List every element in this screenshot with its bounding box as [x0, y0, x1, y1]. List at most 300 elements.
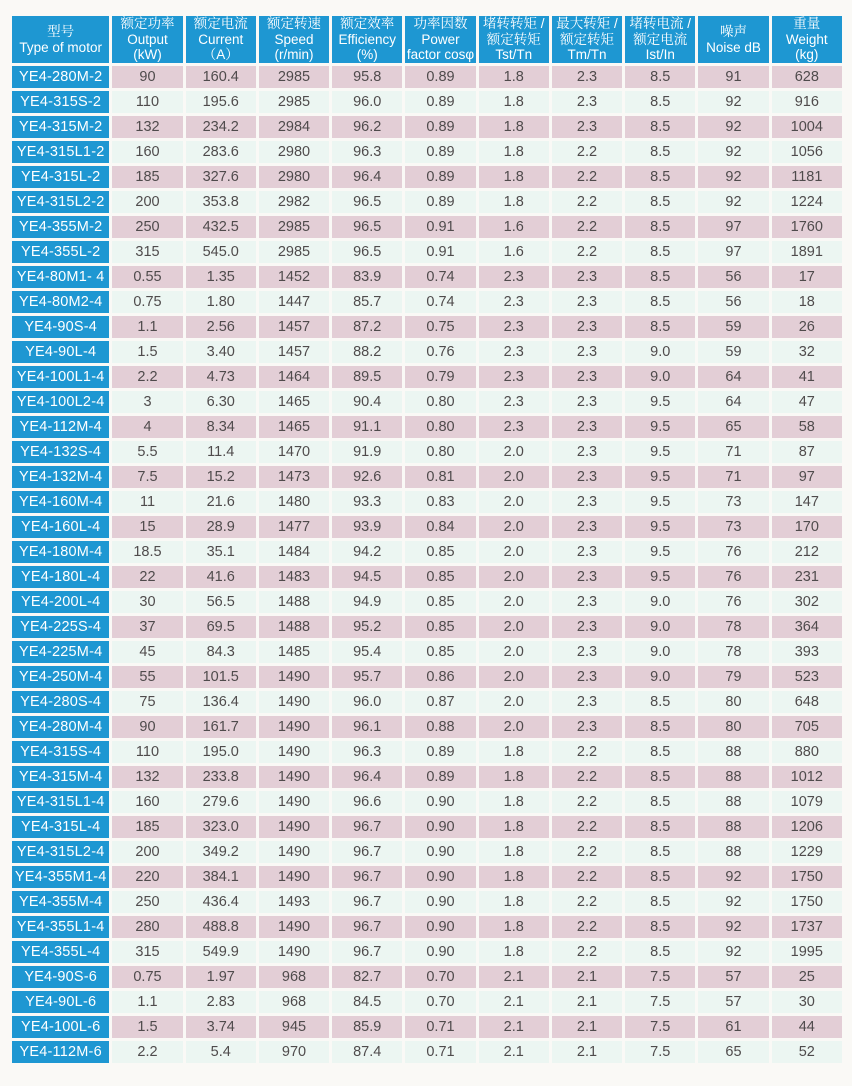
column-header — [625, 16, 695, 63]
spec-value-cell: 880 — [772, 741, 842, 763]
spec-value-cell: 1490 — [259, 841, 329, 863]
spec-value-cell: 2.2 — [552, 916, 622, 938]
spec-value-cell: 110 — [112, 741, 182, 763]
spec-value-cell: 0.55 — [112, 266, 182, 288]
spec-value-cell: 73 — [698, 516, 768, 538]
spec-value-cell: 56.5 — [186, 591, 256, 613]
spec-value-cell: 1490 — [259, 741, 329, 763]
spec-value-cell: 5.5 — [112, 441, 182, 463]
spec-value-cell: 1490 — [259, 766, 329, 788]
motor-model-cell: YE4-200L-4 — [12, 591, 109, 613]
spec-value-cell: 96.7 — [332, 866, 402, 888]
spec-value-cell: 8.5 — [625, 916, 695, 938]
spec-value-cell: 2.3 — [552, 291, 622, 313]
spec-value-cell: 9.0 — [625, 666, 695, 688]
spec-value-cell: 0.90 — [405, 816, 475, 838]
spec-value-cell: 1760 — [772, 216, 842, 238]
column-header-line: Ist/In — [645, 47, 675, 63]
spec-value-cell: 1480 — [259, 491, 329, 513]
spec-value-cell: 69.5 — [186, 616, 256, 638]
spec-value-cell: 1490 — [259, 691, 329, 713]
spec-value-cell: 2.3 — [552, 391, 622, 413]
spec-value-cell: 85.7 — [332, 291, 402, 313]
spec-value-cell: 3.40 — [186, 341, 256, 363]
spec-value-cell: 160.4 — [186, 66, 256, 88]
spec-value-cell: 2.3 — [552, 616, 622, 638]
motor-model-cell: YE4-100L1-4 — [12, 366, 109, 388]
spec-value-cell: 32 — [772, 341, 842, 363]
spec-value-cell: 968 — [259, 966, 329, 988]
spec-value-cell: 56 — [698, 266, 768, 288]
spec-value-cell: 92 — [698, 116, 768, 138]
spec-value-cell: 83.9 — [332, 266, 402, 288]
spec-value-cell: 549.9 — [186, 941, 256, 963]
table-row — [12, 866, 842, 888]
spec-value-cell: 147 — [772, 491, 842, 513]
spec-value-cell: 2985 — [259, 216, 329, 238]
motor-model-cell: YE4-280S-4 — [12, 691, 109, 713]
spec-value-cell: 87.4 — [332, 1041, 402, 1063]
spec-value-cell: 8.5 — [625, 766, 695, 788]
spec-value-cell: 96.0 — [332, 691, 402, 713]
spec-value-cell: 96.7 — [332, 816, 402, 838]
spec-value-cell: 2.83 — [186, 991, 256, 1013]
spec-value-cell: 4.73 — [186, 366, 256, 388]
spec-value-cell: 1483 — [259, 566, 329, 588]
spec-value-cell: 2.3 — [552, 316, 622, 338]
spec-value-cell: 8.5 — [625, 866, 695, 888]
spec-value-cell: 84.5 — [332, 991, 402, 1013]
table-row — [12, 191, 842, 213]
spec-value-cell: 2.3 — [552, 366, 622, 388]
spec-value-cell: 0.84 — [405, 516, 475, 538]
spec-value-cell: 0.85 — [405, 616, 475, 638]
spec-value-cell: 8.5 — [625, 216, 695, 238]
spec-value-cell: 916 — [772, 91, 842, 113]
spec-value-cell: 96.2 — [332, 116, 402, 138]
spec-value-cell: 2.2 — [552, 241, 622, 263]
spec-value-cell: 92 — [698, 191, 768, 213]
table-row — [12, 741, 842, 763]
column-header-line: Power — [421, 31, 460, 47]
spec-value-cell: 2.2 — [112, 366, 182, 388]
column-header-line: Efficiency — [338, 31, 396, 47]
spec-value-cell: 1.8 — [479, 166, 549, 188]
spec-value-cell: 96.5 — [332, 216, 402, 238]
spec-value-cell: 0.80 — [405, 416, 475, 438]
spec-value-cell: 1473 — [259, 466, 329, 488]
spec-value-cell: 84.3 — [186, 641, 256, 663]
table-row — [12, 416, 842, 438]
spec-value-cell: 110 — [112, 91, 182, 113]
spec-value-cell: 0.80 — [405, 441, 475, 463]
spec-value-cell: 28.9 — [186, 516, 256, 538]
spec-value-cell: 9.5 — [625, 516, 695, 538]
spec-value-cell: 2.3 — [479, 391, 549, 413]
spec-value-cell: 0.86 — [405, 666, 475, 688]
column-header-line: factor cosφ — [406, 47, 475, 63]
spec-value-cell: 92.6 — [332, 466, 402, 488]
spec-value-cell: 2.3 — [552, 491, 622, 513]
table-row — [12, 566, 842, 588]
spec-value-cell: 2.1 — [479, 991, 549, 1013]
column-header-line: Output — [127, 31, 168, 47]
spec-value-cell: 0.89 — [405, 116, 475, 138]
table-row — [12, 141, 842, 163]
spec-value-cell: 6.30 — [186, 391, 256, 413]
table-row — [12, 816, 842, 838]
spec-value-cell: 57 — [698, 991, 768, 1013]
motor-model-cell: YE4-100L-6 — [12, 1016, 109, 1038]
spec-value-cell: 2.3 — [552, 666, 622, 688]
spec-value-cell: 88 — [698, 841, 768, 863]
spec-value-cell: 2985 — [259, 91, 329, 113]
spec-value-cell: 96.7 — [332, 941, 402, 963]
column-header-line: 重量 — [793, 16, 821, 32]
spec-value-cell: 8.5 — [625, 891, 695, 913]
spec-value-cell: 2.0 — [479, 591, 549, 613]
table-row — [12, 241, 842, 263]
spec-value-cell: 2.1 — [552, 1041, 622, 1063]
spec-value-cell: 132 — [112, 116, 182, 138]
spec-value-cell: 45 — [112, 641, 182, 663]
spec-value-cell: 91.1 — [332, 416, 402, 438]
spec-value-cell: 170 — [772, 516, 842, 538]
motor-model-cell: YE4-250M-4 — [12, 666, 109, 688]
spec-value-cell: 21.6 — [186, 491, 256, 513]
table-row — [12, 941, 842, 963]
spec-value-cell: 2.3 — [552, 516, 622, 538]
spec-value-cell: 2.2 — [552, 766, 622, 788]
spec-value-cell: 8.5 — [625, 816, 695, 838]
spec-value-cell: 1465 — [259, 416, 329, 438]
spec-value-cell: 2.3 — [479, 341, 549, 363]
spec-value-cell: 1.8 — [479, 141, 549, 163]
spec-value-cell: 1.5 — [112, 341, 182, 363]
spec-value-cell: 9.0 — [625, 616, 695, 638]
spec-value-cell: 65 — [698, 416, 768, 438]
spec-value-cell: 0.74 — [405, 291, 475, 313]
spec-value-cell: 2.3 — [552, 416, 622, 438]
spec-value-cell: 315 — [112, 941, 182, 963]
spec-value-cell: 65 — [698, 1041, 768, 1063]
table-row — [12, 366, 842, 388]
spec-value-cell: 25 — [772, 966, 842, 988]
spec-value-cell: 88 — [698, 816, 768, 838]
spec-value-cell: 2.3 — [552, 466, 622, 488]
spec-value-cell: 15 — [112, 516, 182, 538]
table-header — [12, 16, 842, 63]
motor-model-cell: YE4-315L2-4 — [12, 841, 109, 863]
column-header — [552, 16, 622, 63]
table-row — [12, 616, 842, 638]
spec-value-cell: 0.89 — [405, 91, 475, 113]
spec-value-cell: 436.4 — [186, 891, 256, 913]
motor-model-cell: YE4-90L-6 — [12, 991, 109, 1013]
motor-model-cell: YE4-355M1-4 — [12, 866, 109, 888]
spec-value-cell: 2.3 — [552, 66, 622, 88]
spec-value-cell: 2.3 — [479, 266, 549, 288]
spec-value-cell: 88.2 — [332, 341, 402, 363]
spec-value-cell: 2.1 — [479, 1016, 549, 1038]
spec-value-cell: 0.90 — [405, 891, 475, 913]
spec-value-cell: 523 — [772, 666, 842, 688]
spec-value-cell: 0.89 — [405, 766, 475, 788]
spec-value-cell: 8.5 — [625, 841, 695, 863]
spec-value-cell: 90 — [112, 66, 182, 88]
spec-value-cell: 1.80 — [186, 291, 256, 313]
table-row — [12, 666, 842, 688]
spec-value-cell: 95.8 — [332, 66, 402, 88]
spec-value-cell: 8.5 — [625, 941, 695, 963]
spec-value-cell: 80 — [698, 691, 768, 713]
spec-value-cell: 95.2 — [332, 616, 402, 638]
table-row — [12, 716, 842, 738]
spec-value-cell: 0.89 — [405, 191, 475, 213]
column-header-line: Noise dB — [706, 39, 761, 55]
table-row — [12, 891, 842, 913]
spec-value-cell: 1.8 — [479, 766, 549, 788]
spec-value-cell: 2.3 — [552, 541, 622, 563]
spec-value-cell: 88 — [698, 791, 768, 813]
spec-value-cell: 161.7 — [186, 716, 256, 738]
spec-value-cell: 384.1 — [186, 866, 256, 888]
spec-value-cell: 0.89 — [405, 141, 475, 163]
column-header — [332, 16, 402, 63]
spec-value-cell: 2984 — [259, 116, 329, 138]
spec-value-cell: 9.5 — [625, 566, 695, 588]
spec-value-cell: 1470 — [259, 441, 329, 463]
table-body — [12, 66, 842, 1063]
spec-value-cell: 2.1 — [552, 991, 622, 1013]
spec-value-cell: 349.2 — [186, 841, 256, 863]
motor-model-cell: YE4-315M-2 — [12, 116, 109, 138]
table-row — [12, 391, 842, 413]
spec-value-cell: 30 — [112, 591, 182, 613]
table-row — [12, 91, 842, 113]
spec-value-cell: 1.8 — [479, 66, 549, 88]
spec-value-cell: 57 — [698, 966, 768, 988]
motor-model-cell: YE4-80M2-4 — [12, 291, 109, 313]
column-header-line: Tm/Tn — [567, 47, 607, 63]
spec-value-cell: 0.74 — [405, 266, 475, 288]
spec-value-cell: 96.3 — [332, 741, 402, 763]
spec-value-cell: 93.9 — [332, 516, 402, 538]
spec-value-cell: 2.3 — [479, 291, 549, 313]
spec-value-cell: 8.5 — [625, 141, 695, 163]
spec-value-cell: 2980 — [259, 141, 329, 163]
spec-value-cell: 2.3 — [479, 316, 549, 338]
spec-value-cell: 0.71 — [405, 1041, 475, 1063]
spec-value-cell: 96.7 — [332, 841, 402, 863]
spec-value-cell: 2.2 — [552, 191, 622, 213]
spec-value-cell: 2.0 — [479, 541, 549, 563]
spec-value-cell: 0.89 — [405, 741, 475, 763]
spec-value-cell: 88 — [698, 766, 768, 788]
spec-value-cell: 0.90 — [405, 866, 475, 888]
column-header — [479, 16, 549, 63]
spec-value-cell: 0.89 — [405, 166, 475, 188]
spec-value-cell: 1490 — [259, 816, 329, 838]
spec-value-cell: 9.5 — [625, 391, 695, 413]
spec-value-cell: 1484 — [259, 541, 329, 563]
spec-value-cell: 2.2 — [552, 791, 622, 813]
motor-model-cell: YE4-280M-4 — [12, 716, 109, 738]
motor-spec-table — [9, 13, 845, 1066]
spec-value-cell: 1452 — [259, 266, 329, 288]
spec-value-cell: 95.4 — [332, 641, 402, 663]
spec-value-cell: 59 — [698, 341, 768, 363]
motor-model-cell: YE4-315L-2 — [12, 166, 109, 188]
column-header-line: 堵转电流 / — [629, 16, 691, 32]
spec-value-cell: 231 — [772, 566, 842, 588]
spec-value-cell: 1490 — [259, 716, 329, 738]
spec-value-cell: 1229 — [772, 841, 842, 863]
motor-model-cell: YE4-160L-4 — [12, 516, 109, 538]
spec-value-cell: 2.0 — [479, 691, 549, 713]
spec-value-cell: 0.81 — [405, 466, 475, 488]
motor-model-cell: YE4-315M-4 — [12, 766, 109, 788]
spec-value-cell: 2.2 — [552, 841, 622, 863]
spec-value-cell: 2.3 — [552, 591, 622, 613]
spec-value-cell: 95.7 — [332, 666, 402, 688]
spec-value-cell: 89.5 — [332, 366, 402, 388]
spec-value-cell: 1.8 — [479, 816, 549, 838]
motor-model-cell: YE4-225M-4 — [12, 641, 109, 663]
spec-value-cell: 432.5 — [186, 216, 256, 238]
table-row — [12, 1016, 842, 1038]
spec-value-cell: 96.6 — [332, 791, 402, 813]
spec-value-cell: 0.90 — [405, 941, 475, 963]
spec-value-cell: 1.8 — [479, 191, 549, 213]
spec-value-cell: 11.4 — [186, 441, 256, 463]
spec-value-cell: 2.3 — [552, 641, 622, 663]
spec-value-cell: 1.8 — [479, 941, 549, 963]
spec-value-cell: 0.85 — [405, 566, 475, 588]
spec-value-cell: 1.8 — [479, 116, 549, 138]
spec-value-cell: 41.6 — [186, 566, 256, 588]
column-header — [12, 16, 109, 63]
spec-value-cell: 73 — [698, 491, 768, 513]
table-row — [12, 116, 842, 138]
column-header-line: Weight — [785, 31, 828, 47]
spec-value-cell: 280 — [112, 916, 182, 938]
spec-value-cell: 101.5 — [186, 666, 256, 688]
spec-value-cell: 85.9 — [332, 1016, 402, 1038]
spec-value-cell: 1181 — [772, 166, 842, 188]
spec-value-cell: 302 — [772, 591, 842, 613]
column-header — [698, 16, 768, 63]
spec-value-cell: 0.75 — [112, 291, 182, 313]
spec-value-cell: 56 — [698, 291, 768, 313]
column-header-line: 噪声 — [719, 24, 747, 40]
spec-value-cell: 1079 — [772, 791, 842, 813]
table-row — [12, 491, 842, 513]
table-row — [12, 1041, 842, 1063]
spec-value-cell: 97 — [772, 466, 842, 488]
spec-value-cell: 78 — [698, 641, 768, 663]
spec-value-cell: 88 — [698, 741, 768, 763]
spec-value-cell: 628 — [772, 66, 842, 88]
spec-value-cell: 1224 — [772, 191, 842, 213]
column-header-line: 额定效率 — [340, 16, 395, 32]
spec-value-cell: 234.2 — [186, 116, 256, 138]
table-row — [12, 516, 842, 538]
motor-model-cell: YE4-355M-2 — [12, 216, 109, 238]
spec-value-cell: 7.5 — [112, 466, 182, 488]
motor-model-cell: YE4-80M1- 4 — [12, 266, 109, 288]
spec-value-cell: 18 — [772, 291, 842, 313]
motor-model-cell: YE4-180M-4 — [12, 541, 109, 563]
spec-value-cell: 0.89 — [405, 66, 475, 88]
spec-value-cell: 9.5 — [625, 441, 695, 463]
spec-value-cell: 0.90 — [405, 791, 475, 813]
column-header-line: （A） — [202, 47, 239, 63]
motor-model-cell: YE4-355L-4 — [12, 941, 109, 963]
spec-value-cell: 92 — [698, 891, 768, 913]
column-header-line: (%) — [356, 47, 378, 63]
spec-value-cell: 2.1 — [552, 1016, 622, 1038]
spec-value-cell: 41 — [772, 366, 842, 388]
spec-value-cell: 92 — [698, 91, 768, 113]
spec-value-cell: 283.6 — [186, 141, 256, 163]
spec-value-cell: 26 — [772, 316, 842, 338]
spec-value-cell: 1.1 — [112, 316, 182, 338]
spec-value-cell: 96.7 — [332, 891, 402, 913]
spec-value-cell: 55 — [112, 666, 182, 688]
motor-model-cell: YE4-100L2-4 — [12, 391, 109, 413]
table-row — [12, 966, 842, 988]
spec-value-cell: 4 — [112, 416, 182, 438]
spec-value-cell: 279.6 — [186, 791, 256, 813]
spec-value-cell: 5.4 — [186, 1041, 256, 1063]
spec-value-cell: 8.5 — [625, 241, 695, 263]
spec-value-cell: 1004 — [772, 116, 842, 138]
spec-value-cell: 8.5 — [625, 741, 695, 763]
spec-value-cell: 8.5 — [625, 316, 695, 338]
spec-value-cell: 1447 — [259, 291, 329, 313]
spec-value-cell: 1485 — [259, 641, 329, 663]
spec-value-cell: 1750 — [772, 891, 842, 913]
spec-value-cell: 1.8 — [479, 916, 549, 938]
spec-value-cell: 92 — [698, 141, 768, 163]
spec-value-cell: 2985 — [259, 66, 329, 88]
spec-value-cell: 195.0 — [186, 741, 256, 763]
spec-value-cell: 2.0 — [479, 716, 549, 738]
spec-value-cell: 59 — [698, 316, 768, 338]
spec-value-cell: 2.3 — [552, 341, 622, 363]
spec-value-cell: 96.1 — [332, 716, 402, 738]
spec-value-cell: 2.3 — [552, 91, 622, 113]
spec-value-cell: 0.70 — [405, 966, 475, 988]
spec-value-cell: 0.71 — [405, 1016, 475, 1038]
spec-value-cell: 2.1 — [552, 966, 622, 988]
spec-value-cell: 71 — [698, 466, 768, 488]
motor-model-cell: YE4-132M-4 — [12, 466, 109, 488]
motor-model-cell: YE4-280M-2 — [12, 66, 109, 88]
spec-value-cell: 2.2 — [552, 141, 622, 163]
spec-value-cell: 8.5 — [625, 716, 695, 738]
spec-value-cell: 94.9 — [332, 591, 402, 613]
spec-value-cell: 250 — [112, 891, 182, 913]
column-header-line: 型号 — [47, 24, 75, 40]
spec-value-cell: 0.90 — [405, 916, 475, 938]
spec-value-cell: 8.5 — [625, 166, 695, 188]
spec-value-cell: 9.5 — [625, 416, 695, 438]
spec-value-cell: 7.5 — [625, 966, 695, 988]
spec-value-cell: 92 — [698, 916, 768, 938]
spec-value-cell: 2.2 — [552, 166, 622, 188]
